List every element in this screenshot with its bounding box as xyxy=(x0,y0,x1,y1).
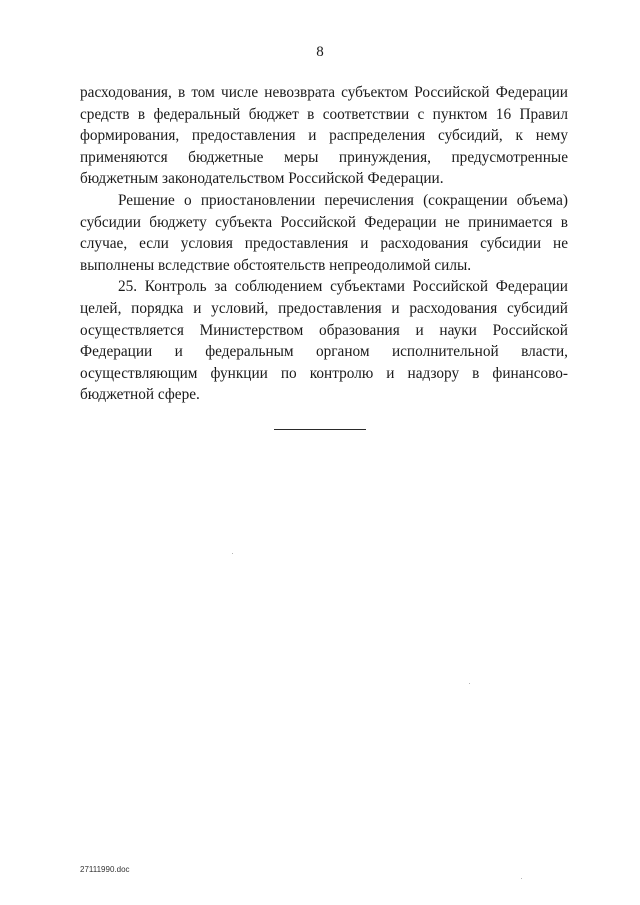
scan-speck xyxy=(521,878,522,879)
section-separator-line xyxy=(274,429,366,430)
scan-speck xyxy=(232,553,233,554)
scan-speck xyxy=(469,683,470,684)
page-number: 8 xyxy=(316,44,324,60)
paragraph-continuation: расходования, в том числе невозврата субъектом Российской Федерации средств в федеральный бюджет в соответствии с пунктом 16 Правил формирования, предоставления и распределения субсидий, к нему применяются бюджетные меры принуждения, предусмотренные бюджетным законодательством Российской Федерации. xyxy=(80,84,568,188)
document-body xyxy=(80,82,568,406)
paragraph-item-25: 25. Контроль за соблюдением субъектами Российской Федерации целей, порядка и условий, предоставления и расходования субсидий осуществляется Министерством образования и науки Российской Федерации и федеральным органом исполнительной власти, осуществляющим функции по контролю и надзору в финансово-бюджетной сфере. xyxy=(80,278,568,404)
document-file-id: 27111990.doc xyxy=(80,865,130,874)
paragraph-decision: Решение о приостановлении перечисления (сокращении объема) субсидии бюджету субъекта Российской Федерации не принимается в случае, если условия предоставления и расходования субсидии не выполнены вследствие обстоятельств непреодолимой силы. xyxy=(80,191,568,274)
